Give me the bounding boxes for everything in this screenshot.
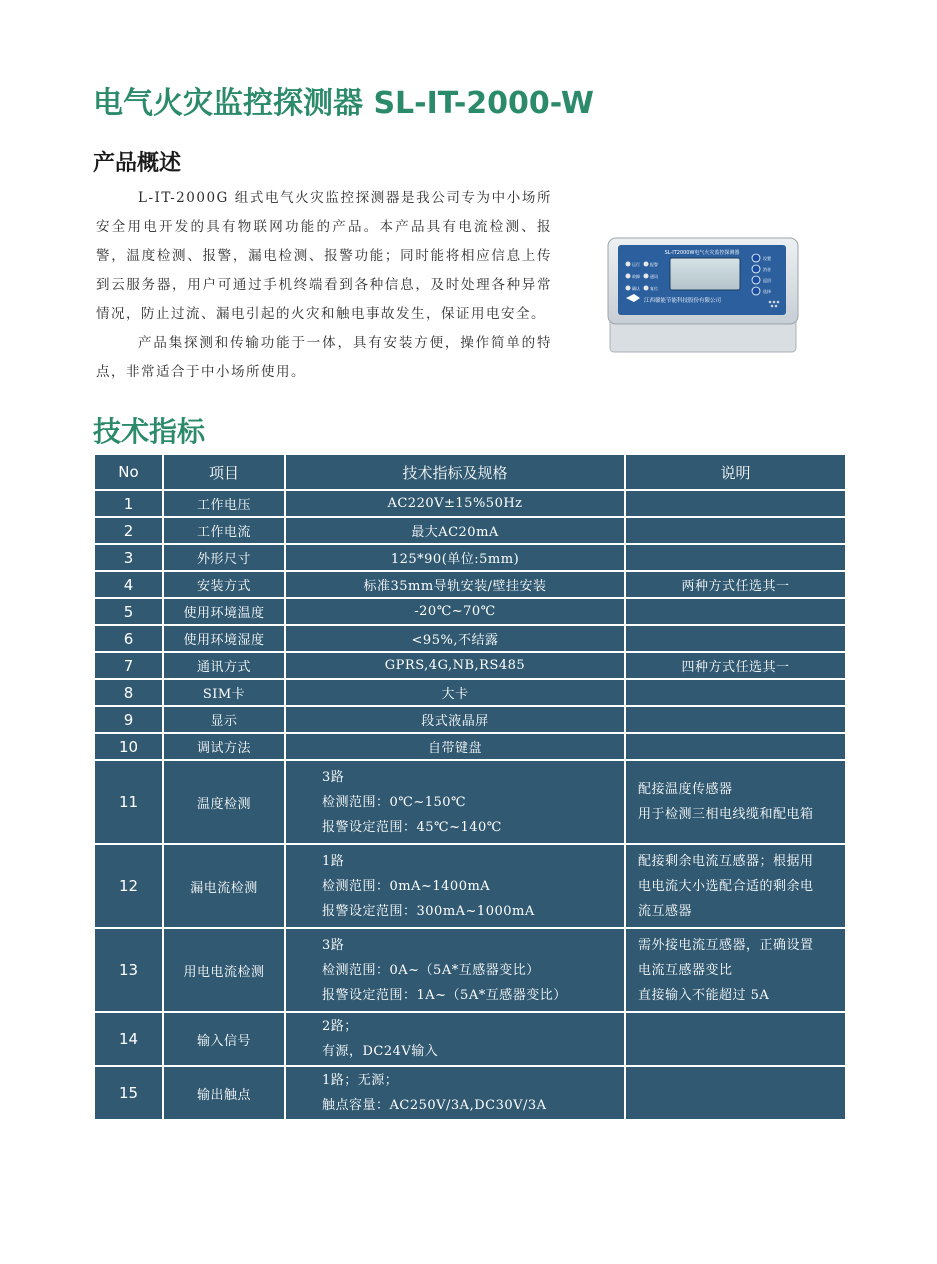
row-item: 用电电流检测: [163, 928, 285, 1012]
column-header-item: 项目: [163, 454, 285, 490]
row-number: 10: [94, 733, 163, 760]
spec-line: 触点容量：AC250V/3A,DC30V/3A: [322, 1098, 547, 1113]
note-line: 电流互感器变比: [638, 962, 733, 978]
row-spec: 段式液晶屏: [285, 706, 625, 733]
row-note: [625, 598, 846, 625]
row-spec: -20℃~70℃: [285, 598, 625, 625]
button-label: 确认: [632, 286, 640, 291]
row-number: 11: [94, 760, 163, 844]
row-number: 14: [94, 1012, 163, 1066]
row-note: [625, 517, 846, 544]
note-line: 用于检测三相电线缆和配电箱: [638, 807, 814, 822]
table-row: [94, 1066, 846, 1120]
row-spec: 125*90(单位:5mm): [285, 544, 625, 571]
spec-line: 1路；无源；: [322, 1073, 399, 1088]
table-row: [94, 733, 846, 760]
row-spec: GPRS,4G,NB,RS485: [285, 652, 625, 679]
row-item: SIM卡: [163, 679, 285, 706]
row-note: 四种方式任选其一: [625, 652, 846, 679]
spec-line: 报警设定范围：1A~（5A*互感器变比）: [322, 987, 567, 1003]
row-spec: [285, 928, 625, 1012]
row-note: [625, 928, 846, 1012]
button-label: 通讯: [650, 274, 658, 279]
row-item: 温度检测: [163, 760, 285, 844]
row-note: [625, 490, 846, 517]
table-row: [94, 652, 846, 679]
note-line: 配接温度传感器: [638, 782, 733, 797]
row-note: [625, 625, 846, 652]
button-label: 报警: [650, 262, 658, 267]
table-row: [94, 544, 846, 571]
row-item: 显示: [163, 706, 285, 733]
row-note: [625, 844, 846, 928]
row-note: [625, 679, 846, 706]
specs-heading: 技术指标: [93, 415, 206, 448]
table-row: [94, 706, 846, 733]
table-header-row: [94, 454, 846, 490]
row-item: 外形尺寸: [163, 544, 285, 571]
overview-paragraph: 产品集探测和传输功能于一体，具有安装方便，操作简单的特点，非常适合于中小场所使用。: [96, 335, 552, 380]
row-spec: AC220V±15%50Hz: [285, 490, 625, 517]
row-number: 7: [94, 652, 163, 679]
button-label: 复位: [650, 286, 658, 291]
table-row: [94, 1012, 846, 1066]
row-number: 2: [94, 517, 163, 544]
row-note: [625, 733, 846, 760]
overview-heading: 产品概述: [93, 151, 182, 176]
row-number: 8: [94, 679, 163, 706]
row-number: 1: [94, 490, 163, 517]
row-number: 12: [94, 844, 163, 928]
note-line: 流互感器: [638, 903, 693, 919]
row-note: [625, 760, 846, 844]
spec-line: 3路: [322, 769, 345, 785]
button-label: 运行: [632, 262, 640, 267]
specs-table: [93, 453, 847, 1121]
row-spec: 最大AC20mA: [285, 517, 625, 544]
table-row: [94, 625, 846, 652]
row-spec: [285, 844, 625, 928]
button-label: 返回: [763, 278, 771, 283]
button-label: 消音: [763, 267, 771, 272]
row-note: [625, 1012, 846, 1066]
brand-text: 江西赣能节能科技股份有限公司: [644, 298, 722, 304]
row-number: 13: [94, 928, 163, 1012]
table-row: [94, 571, 846, 598]
note-line: 直接输入不能超过 5A: [638, 987, 770, 1003]
spec-line: 报警设定范围：45℃~140℃: [322, 819, 502, 835]
spec-line: 3路: [322, 937, 345, 953]
table-row: [94, 844, 846, 928]
spec-line: 检测范围：0℃~150℃: [322, 794, 467, 810]
spec-line: 2路；: [322, 1019, 358, 1034]
button-label: 设置: [763, 256, 771, 261]
row-item: 输入信号: [163, 1012, 285, 1066]
spec-line: 1路: [322, 853, 345, 869]
overview-paragraph: L-IT-2000G 组式电气火灾监控探测器是我公司专为中小场所安全用电开发的具有物联网功能的产品。本产品具有电流检测、报警，温度检测、报警，漏电检测、报警功能；同时能将相应信息上传到云服务器，用户可通过手机终端看到各种信息，及时处理各种异常情况，防止过流、漏电引起的火灾和触电事故发生，保证用电安全。: [96, 190, 552, 322]
row-note: [625, 544, 846, 571]
row-item: 工作电压: [163, 490, 285, 517]
row-item: 漏电流检测: [163, 844, 285, 928]
row-item: 输出触点: [163, 1066, 285, 1120]
note-line: 配接剩余电流互感器；根据用: [638, 853, 814, 869]
spec-line: 有源，DC24V输入: [322, 1044, 439, 1059]
table-row: [94, 679, 846, 706]
product-photo: [606, 236, 802, 356]
spec-line: 报警设定范围：300mA~1000mA: [322, 903, 535, 919]
row-item: 安装方式: [163, 571, 285, 598]
column-header-note: 说明: [625, 454, 846, 490]
row-item: 调试方法: [163, 733, 285, 760]
button-label: 故障: [632, 274, 640, 279]
row-number: 4: [94, 571, 163, 598]
spec-line: 检测范围：0A~（5A*互感器变比）: [322, 962, 540, 978]
row-spec: 标准35mm导轨安装/壁挂安装: [285, 571, 625, 598]
button-label: 选择: [763, 289, 771, 294]
table-row: [94, 760, 846, 844]
row-spec: [285, 1012, 625, 1066]
column-header-spec: 技术指标及规格: [285, 454, 625, 490]
note-line: 电电流大小选配合适的剩余电: [638, 878, 814, 894]
row-number: 6: [94, 625, 163, 652]
row-spec: 自带键盘: [285, 733, 625, 760]
panel-caption: SL-IT2000W电气火灾监控探测器: [664, 250, 740, 256]
row-number: 3: [94, 544, 163, 571]
row-number: 9: [94, 706, 163, 733]
row-spec: [285, 760, 625, 844]
row-spec: 大卡: [285, 679, 625, 706]
column-header-no: No: [94, 454, 163, 490]
table-row: [94, 928, 846, 1012]
row-note: [625, 1066, 846, 1120]
row-number: 15: [94, 1066, 163, 1120]
spec-line: 检测范围：0mA~1400mA: [322, 878, 491, 894]
row-item: 使用环境温度: [163, 598, 285, 625]
row-note: [625, 706, 846, 733]
row-item: 使用环境湿度: [163, 625, 285, 652]
row-spec: [285, 1066, 625, 1120]
row-item: 通讯方式: [163, 652, 285, 679]
table-row: [94, 517, 846, 544]
table-row: [94, 490, 846, 517]
table-row: [94, 598, 846, 625]
page-title: 电气火灾监控探测器 SL-IT-2000-W: [93, 86, 594, 121]
row-number: 5: [94, 598, 163, 625]
note-line: 需外接电流互感器，正确设置: [638, 937, 814, 953]
row-note: 两种方式任选其一: [625, 571, 846, 598]
overview-body: [96, 184, 552, 387]
row-spec: <95%,不结露: [285, 625, 625, 652]
row-item: 工作电流: [163, 517, 285, 544]
